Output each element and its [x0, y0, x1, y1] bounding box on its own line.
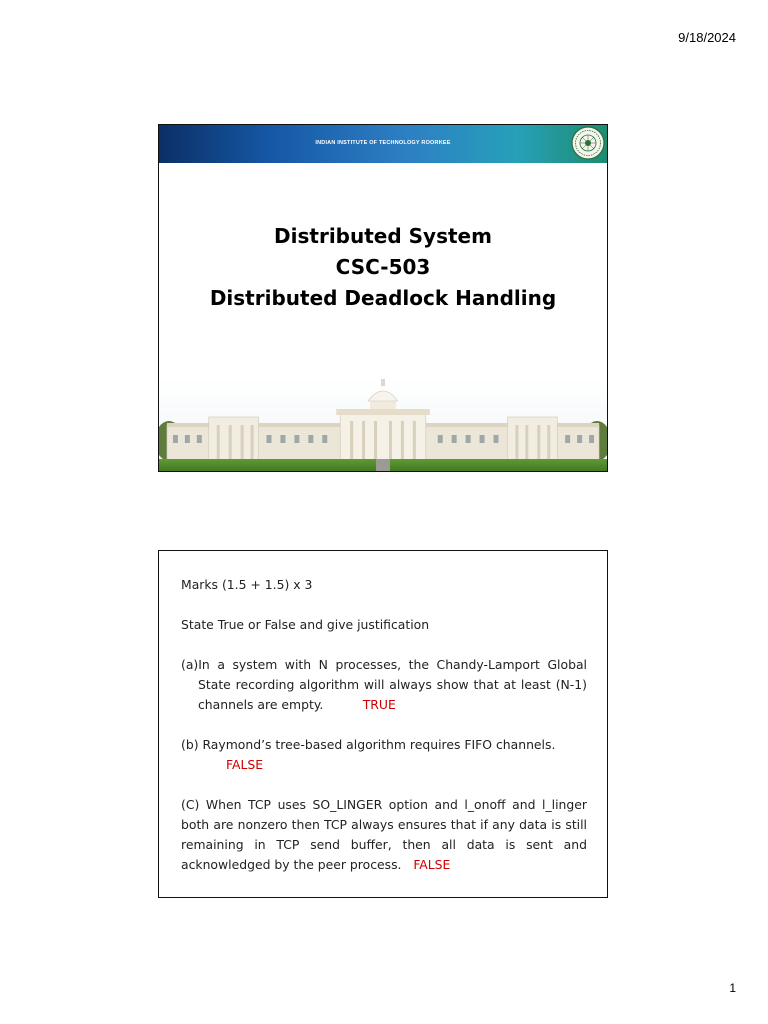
instruction-text: State True or False and give justification — [181, 617, 430, 632]
print-date: 9/18/2024 — [678, 30, 736, 45]
banner-text: INDIAN INSTITUTE OF TECHNOLOGY ROORKEE — [315, 140, 451, 146]
answer-b: FALSE — [226, 757, 264, 772]
question-a-text: (a)In a system with N processes, the Chandy-Lamport Global State recording algorithm will always show that at least (N-1) channels are empty. — [181, 657, 587, 712]
question-slide — [158, 550, 608, 898]
question-b — [181, 735, 587, 775]
institute-banner — [159, 125, 607, 163]
answer-a: TRUE — [362, 697, 396, 712]
marks-text: Marks (1.5 + 1.5) x 3 — [181, 577, 313, 592]
course-code: CSC-503 — [335, 255, 431, 279]
answer-c: FALSE — [413, 857, 451, 872]
course-name: Distributed System — [274, 224, 492, 248]
question-c — [181, 795, 587, 875]
question-content — [181, 575, 587, 895]
page-number: 1 — [729, 981, 736, 995]
question-b-text: (b) Raymond’s tree-based algorithm requires FIFO channels. — [181, 737, 556, 752]
lecture-topic: Distributed Deadlock Handling — [209, 286, 557, 310]
slide-title — [159, 221, 607, 314]
question-a — [181, 655, 587, 715]
institute-seal-icon — [571, 126, 605, 160]
main-building-photo — [159, 379, 607, 472]
title-slide — [158, 124, 608, 472]
question-c-text: (C) When TCP uses SO_LINGER option and l_onoff and l_linger both are nonzero then TCP always ensures that if any data is still remaining in TCP send buffer, then all data is sent and acknowledged by the peer process. — [181, 797, 587, 872]
